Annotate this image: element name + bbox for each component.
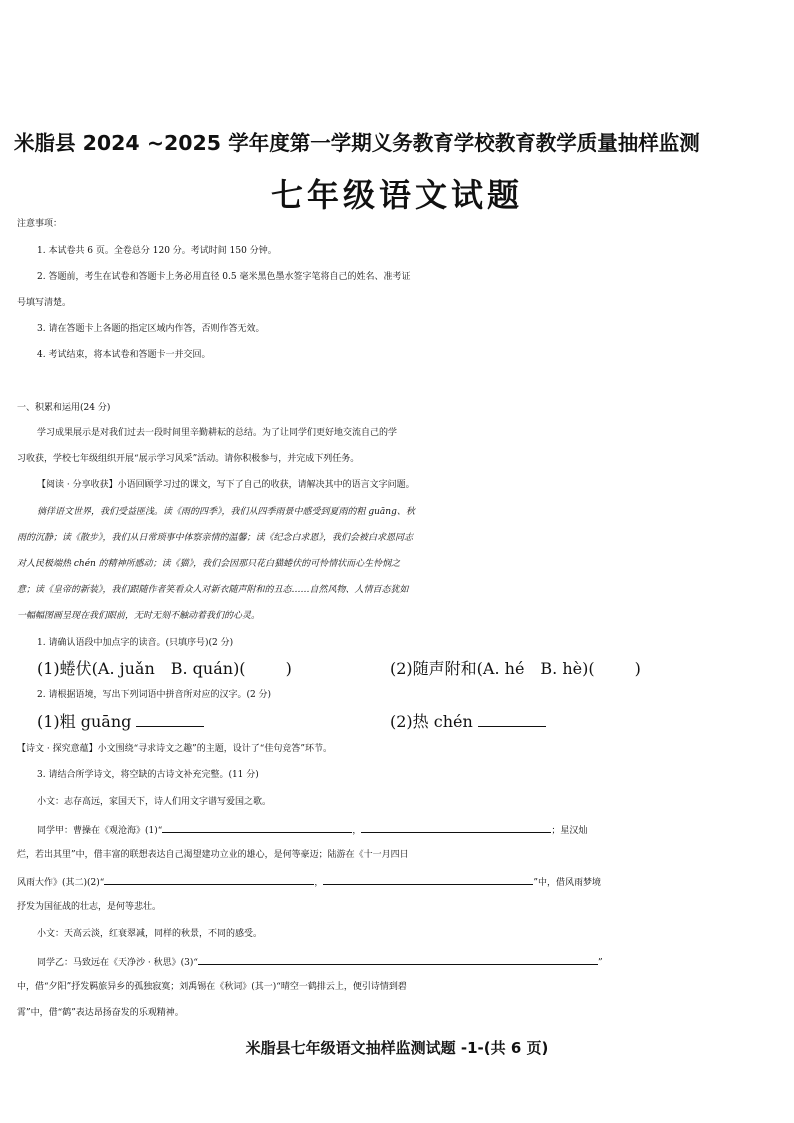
jia-1-text: 同学甲：曹操在《观沧海》(1)“ [37, 826, 163, 836]
jia-3-comma: ， [314, 878, 324, 888]
question-1: 1. 请确认语段中加点字的读音。(只填序号)(2 分) [37, 638, 234, 648]
yi-1-end: ” [597, 958, 603, 968]
intro-line-2: 习收获，学校七年级组织开展“展示学习风采”活动。请你积极参与，并完成下列任务。 [17, 454, 360, 464]
q2-b-text: (2)热 chén [390, 712, 473, 731]
notes-label: 注意事项： [17, 219, 63, 229]
jia-1-comma: ， [352, 826, 362, 836]
blank-3[interactable] [198, 950, 598, 965]
poetry-intro: 【诗文 · 探究意蕴】小文围绕“寻求诗文之趣”的主题，设计了“佳句竞答”环节。 [17, 744, 332, 754]
yi-line-1 [37, 950, 794, 974]
q1-b-close: ) [634, 659, 641, 678]
note-item-4: 4. 考试结束，将本试卷和答题卡一并交回。 [37, 350, 211, 360]
question-2-a [37, 711, 337, 733]
yi-1-text: 同学乙：马致远在《天净沙 · 秋思》(3)“ [37, 958, 198, 968]
yi-line-3: 霄”中，借“鹤”表达昂扬奋发的乐观精神。 [17, 1008, 184, 1018]
note-item-3: 3. 请在答题卡上各题的指定区域内作答，否则作答无效。 [37, 324, 265, 334]
jia-3-text: 风雨大作》(其二)(2)“ [17, 878, 105, 888]
jia-1-end: ；星汉灿 [551, 826, 588, 836]
passage-line-2: 雨的沉静；读《散步》，我们从日常琐事中体察亲情的温馨；读《纪念白求恩》，我们会被白求恩同志 [17, 533, 414, 543]
passage-line-4: 意；读《皇帝的新装》，我们跟随作者笑看众人对新衣随声附和的丑态……自然风物、人情百态犹如 [17, 585, 409, 595]
note-item-2-cont: 号填写清楚。 [17, 298, 72, 308]
note-item-1: 1. 本试卷共 6 页。全卷总分 120 分。考试时间 150 分钟。 [37, 246, 277, 256]
blank-2a[interactable] [104, 870, 314, 885]
intro-line-1: 学习成果展示是对我们过去一段时间里辛勤耕耘的总结。为了让同学们更好地交流自己的学 [37, 428, 398, 438]
jia-3-end: ”中，借风雨梦境 [533, 878, 601, 888]
q1-a-close: ) [285, 659, 292, 678]
note-item-2: 2. 答题前，考生在试卷和答题卡上务必用直径 0.5 毫米黑色墨水签字笔将自己的姓名、准考证 [37, 272, 411, 282]
yi-line-2: 中，借“夕阳”抒发羁旅异乡的孤独寂寞；刘禹锡在《秋词》(其一)“晴空一鹤排云上，便引诗情到碧 [17, 982, 407, 992]
blank-1b[interactable] [361, 818, 551, 833]
jia-line-2: 烂，若出其里”中，借丰富的联想表达自己渴望建功立业的雄心，是何等豪迈；陆游在《十一月四日 [17, 850, 409, 860]
question-3: 3. 请结合所学诗文，将空缺的古诗文补充完整。(11 分) [37, 770, 259, 780]
question-1-a [37, 658, 397, 680]
q2-a-text: (1)粗 guāng [37, 712, 132, 731]
page-title: 七年级语文试题 [270, 176, 523, 214]
xiaowen-line-2: 小文：天高云淡，红衰翠减，同样的秋景，不同的感受。 [37, 929, 263, 939]
q2-b-blank[interactable] [478, 712, 546, 727]
q2-a-blank[interactable] [136, 712, 204, 727]
jia-line-1 [37, 818, 794, 842]
question-1-b [390, 658, 770, 680]
blank-2b[interactable] [323, 870, 533, 885]
section-heading: 一、积累和运用(24 分) [17, 403, 111, 413]
jia-line-3 [17, 870, 794, 894]
reading-intro: 【阅读 · 分享收获】小语回顾学习过的课文，写下了自己的收获，请解决其中的语言文字问题。 [37, 480, 415, 490]
passage-line-1: 徜徉语文世界，我们受益匪浅。读《雨的四季》，我们从四季雨景中感受到夏雨的粗 guāng、秋 [37, 507, 415, 517]
xiaowen-line-1: 小文：志存高远，家国天下，诗人们用文字谱写爱国之歌。 [37, 797, 272, 807]
q1-b-text: (2)随声附和(A. hé B. hè)( [390, 659, 595, 678]
exam-header-line: 米脂县 2024 ~2025 学年度第一学期义务教育学校教育教学质量抽样监测 [14, 131, 700, 155]
question-2: 2. 请根据语境，写出下列词语中拼音所对应的汉字。(2 分) [37, 690, 272, 700]
blank-1a[interactable] [162, 818, 352, 833]
jia-line-4: 抒发为国征战的壮志，是何等悲壮。 [17, 902, 162, 912]
question-2-b [390, 711, 690, 733]
passage-line-3: 对人民极端热 chén 的精神所感动；读《猫》，我们会因那只花白猫蜷伏的可怜情状而心生怜悯之 [17, 559, 401, 569]
page-footer: 米脂县七年级语文抽样监测试题 -1-(共 6 页) [245, 1039, 549, 1057]
passage-line-5: 一幅幅图画呈现在我们眼前，无时无刻不触动着我们的心灵。 [17, 611, 261, 621]
q1-a-text: (1)蜷伏(A. juǎn B. quán)( [37, 659, 246, 678]
